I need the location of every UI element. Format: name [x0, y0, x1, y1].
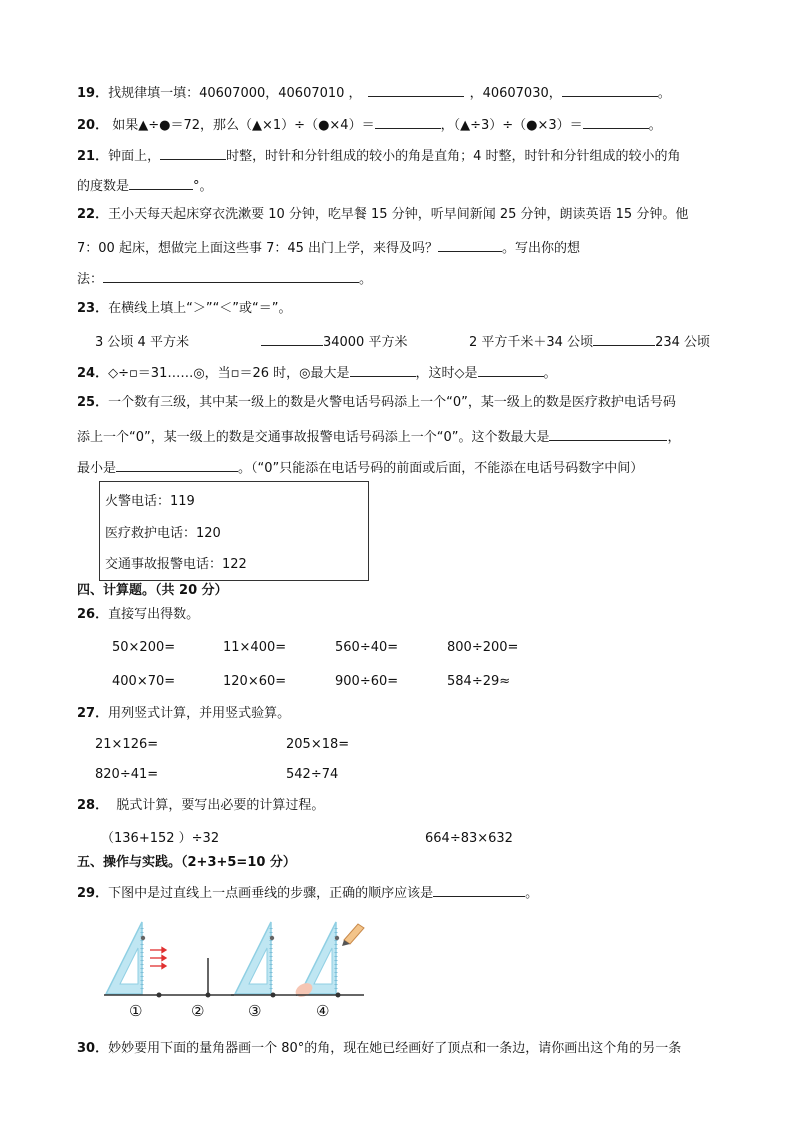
comparison-text: 3 公顷 4 平方米	[95, 335, 189, 350]
arrow-icon	[150, 948, 166, 969]
question-text: ，这时◇是	[415, 366, 478, 381]
comparison-left	[95, 331, 407, 352]
question-text: 的度数是	[77, 179, 130, 194]
question-text: ，	[667, 430, 681, 445]
question-22-line3	[77, 268, 372, 289]
question-number: 22．	[77, 207, 109, 222]
calc-item: 900÷60=	[335, 674, 399, 689]
calc-item: 11×400=	[223, 640, 287, 655]
answer-blank[interactable]	[438, 237, 502, 252]
answer-blank[interactable]	[562, 82, 658, 97]
point-icon	[336, 993, 341, 998]
question-text: 最小是	[77, 461, 117, 476]
question-text: ，40607030，	[469, 86, 562, 101]
question-text: 脱式计算，要写出必要的计算过程。	[116, 798, 325, 813]
answer-blank[interactable]	[478, 362, 544, 377]
step-4-figure	[292, 918, 368, 1000]
question-text: 添上一个“0”，某一级上的数是交通事故报警电话号码添上一个“0”。这个数最大是	[77, 430, 550, 445]
calc-item: 120×60=	[223, 674, 287, 689]
question-21	[77, 145, 681, 166]
answer-blank[interactable]	[116, 457, 238, 472]
question-text: °。	[193, 179, 213, 194]
question-number: 21．	[77, 149, 109, 164]
question-number: 27．	[77, 706, 109, 721]
question-23	[77, 300, 292, 318]
question-21-line2	[77, 175, 213, 196]
question-text: 法：	[77, 272, 104, 287]
question-text: 。	[543, 366, 557, 381]
question-20	[77, 114, 662, 135]
question-number: 20．	[77, 118, 109, 133]
comparison-text: 234 公顷	[655, 335, 711, 350]
comparison-text: 34000 平方米	[322, 335, 408, 350]
answer-blank[interactable]	[103, 268, 359, 283]
question-number: 24．	[77, 366, 109, 381]
pencil-icon	[342, 924, 364, 946]
question-text: 。	[359, 272, 373, 287]
question-29	[77, 882, 538, 903]
question-number: 25．	[77, 395, 109, 410]
question-number: 23．	[77, 301, 109, 316]
point-icon	[157, 993, 162, 998]
step-calc-item: 664÷83×632	[425, 831, 513, 846]
vertical-calc-item: 21×126=	[95, 737, 159, 752]
calc-item: 584÷29≈	[447, 674, 511, 689]
step-1-figure	[104, 918, 172, 1000]
answer-blank[interactable]	[368, 82, 464, 97]
question-text: 如果▲÷●＝72，那么（▲×1）÷（●×4）＝	[112, 118, 375, 133]
step-label-1: ①	[129, 1002, 143, 1020]
question-number: 30．	[77, 1041, 109, 1056]
question-text: 。	[525, 886, 539, 901]
vertical-calc-item: 820÷41=	[95, 767, 159, 782]
question-26	[77, 606, 199, 624]
question-number: 26．	[77, 607, 109, 622]
question-text: 一个数有三级，其中某一级上的数是火警电话号码添上一个“0”，某一级上的数是医疗救护电话号码	[108, 395, 676, 410]
point-icon	[206, 993, 211, 998]
question-30	[77, 1040, 681, 1058]
step-2-figure	[170, 918, 238, 1000]
step-calc-item: （136+152 ）÷32	[101, 831, 220, 846]
phone-number-box	[99, 481, 369, 581]
question-19	[77, 82, 671, 103]
step-3-figure	[231, 918, 299, 1000]
section-5-title: 五、操作与实践。（2+3+5=10 分）	[77, 855, 296, 870]
question-25	[77, 394, 676, 412]
question-text: 用列竖式计算，并用竖式验算。	[108, 706, 291, 721]
question-text: 7：00 起床，想做完上面这些事 7：45 出门上学，来得及吗？	[77, 241, 439, 256]
question-22	[77, 206, 688, 224]
question-25-line3	[77, 457, 643, 478]
question-24	[77, 362, 557, 383]
question-text: 在横线上填上“＞”“＜”或“＝”。	[108, 301, 292, 316]
question-28	[77, 797, 324, 815]
question-27	[77, 705, 290, 723]
question-text: 钟面上，	[108, 149, 161, 164]
answer-blank[interactable]	[593, 331, 655, 346]
calc-item: 800÷200=	[447, 640, 519, 655]
question-text: 妙妙要用下面的量角器画一个 80°的角，现在她已经画好了顶点和一条边，请你画出这个角的另一条	[108, 1041, 682, 1056]
phone-fire: 火警电话：119	[105, 494, 195, 509]
answer-blank[interactable]	[549, 426, 667, 441]
answer-blank[interactable]	[583, 114, 649, 129]
question-text: 王小天每天起床穿衣洗漱要 10 分钟，吃早餐 15 分钟，听早间新闻 25 分钟，朗读英语 15 分钟。他	[108, 207, 689, 222]
section-4-title: 四、计算题。（共 20 分）	[77, 583, 228, 598]
comparison-text: 2 平方千米＋34 公顷	[469, 335, 594, 350]
answer-blank[interactable]	[350, 362, 416, 377]
phone-traffic: 交通事故报警电话：122	[105, 557, 247, 572]
vertical-calc-item: 542÷74	[286, 767, 339, 782]
vertical-calc-item: 205×18=	[286, 737, 350, 752]
answer-blank[interactable]	[433, 882, 525, 897]
calc-item: 50×200=	[112, 640, 176, 655]
question-text: 找规律填一填：40607000，40607010 ，	[108, 86, 362, 101]
question-text: 时整，时针和分针组成的较小的角是直角；4 时整，时针和分针组成的较小的角	[226, 149, 681, 164]
question-22-line2	[77, 237, 580, 258]
question-text: 。（“0”只能添在电话号码的前面或后面，不能添在电话号码数字中间）	[238, 461, 644, 476]
answer-blank[interactable]	[261, 331, 323, 346]
question-text: 。	[657, 86, 671, 101]
answer-blank[interactable]	[129, 175, 193, 190]
step-label-2: ②	[191, 1002, 205, 1020]
calc-item: 560÷40=	[335, 640, 399, 655]
question-text: ，（▲÷3）÷（●×3）＝	[440, 118, 583, 133]
step-label-4: ④	[316, 1002, 330, 1020]
question-number: 19．	[77, 86, 109, 101]
point-icon	[271, 993, 276, 998]
comparison-right	[469, 331, 710, 352]
question-number: 28．	[77, 798, 109, 813]
question-25-line2	[77, 426, 681, 447]
calc-item: 400×70=	[112, 674, 176, 689]
step-label-3: ③	[248, 1002, 262, 1020]
answer-blank[interactable]	[375, 114, 441, 129]
question-text: 。	[648, 118, 662, 133]
question-text: 直接写出得数。	[108, 607, 200, 622]
phone-medical: 医疗救护电话：120	[105, 526, 221, 541]
answer-blank[interactable]	[160, 145, 226, 160]
question-text: ◇÷▫＝31……◎，当▫＝26 时，◎最大是	[108, 366, 350, 381]
question-text: 。写出你的想	[502, 241, 581, 256]
question-number: 29．	[77, 886, 109, 901]
question-text: 下图中是过直线上一点画垂线的步骤，正确的顺序应该是	[108, 886, 434, 901]
